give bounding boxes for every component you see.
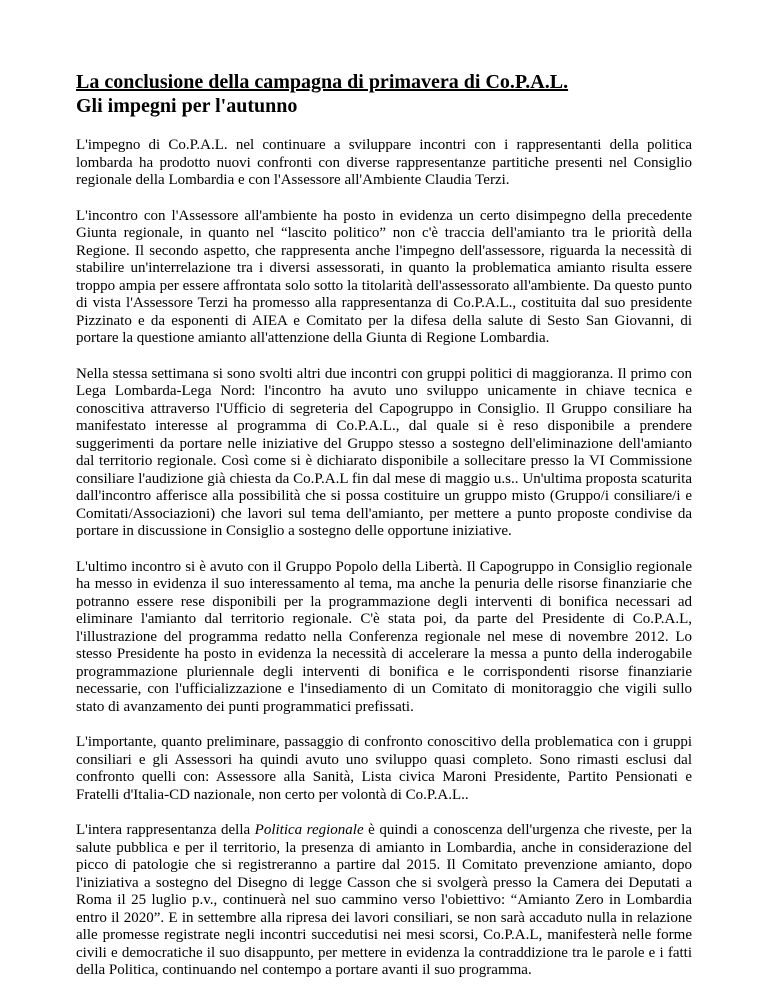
title-line-main: La conclusione della campagna di primavera di Co.P.A.L. [76,71,569,93]
conclusion-italic-text: Politica regionale [254,822,364,838]
paragraph-summary: L'importante, quanto preliminare, passaggio di confronto conoscitivo della problematica con i gruppi consiliari e gli Assessori ha quindi avuto uno sviluppo quasi completo. Sono rimasti esclusi dal confronto quelli con: Assessore alla Sanità, Lista civica Maroni Presidente, Partito Pensionati e Fratelli d'Italia-CD nazionale, non certo per volontà di Co.P.A.L.. [76,734,692,803]
title-line-sub: Gli impegni per l'autunno [76,95,298,117]
paragraph-lega-meeting: Nella stessa settimana si sono svolti altri due incontri con gruppi politici di maggioranza. Il primo con Lega Lombarda-Lega Nord: l'incontro ha avuto uno sviluppo unicamente in chiave tecnica e conoscitiva attraverso l'Ufficio di segreteria del Capogruppo in Consiglio. Il Gruppo consiliare ha manifestato interesse al programma di Co.P.A.L., dal quale si è reso disponibile a prendere suggerimenti da portare nelle iniziative del Gruppo stesso a sostegno dell'eliminazione dell'amianto dal territorio regionale. Così come si è dichiarato disponibile a sollecitare presso la VI Commissione consiliare l'audizione già chiesta da Co.P.A.L fin dal mese di maggio u.s.. Un'ultima proposta scaturita dall'incontro afferisce alla possibilità che si possa costituire un gruppo misto (Gruppo/i consiliare/i e Comitati/Associazioni) che lavori sul tema dell'amianto, per mettere a punto proposte condivise da portare in discussione in Consiglio a sostegno delle opportune iniziative. [76,365,692,539]
paragraph-assessore-meeting: L'incontro con l'Assessore all'ambiente ha posto in evidenza un certo disimpegno della precedente Giunta regionale, in quanto nel “lascito politico” non c'è traccia dell'amianto tra le priorità della Regione. Il secondo aspetto, che rappresenta anche l'impegno dell'assessore, riguarda la necessità di stabilire un'interrelazione tra i diversi assessorati, in quanto la problematica amianto risulta essere troppo ampia per essere affrontata solo sotto la titolarità dell'assessorato all'ambiente. Da questo punto di vista l'Assessore Terzi ha promesso alla rappresentanza di Co.P.A.L., costituita dal suo presidente Pizzinato e da esponenti di AIEA e Comitato per la difesa della salute di Sesto San Giovanni, di portare la questione amianto all'attenzione della Giunta di Regione Lombardia. [76,207,692,346]
conclusion-text-start: L'intera rappresentanza della [76,822,255,838]
document-page [76,70,692,980]
paragraph-intro: L'impegno di Co.P.A.L. nel continuare a sviluppare incontri con i rappresentanti della politica lombarda ha prodotto nuovi confronti con diverse rappresentanze partitiche presenti nel Consiglio regionale della Lombardia e con l'Assessore all'Ambiente Claudia Terzi. [76,137,692,188]
conclusion-text-end: è quindi a conoscenza dell'urgenza che riveste, per la salute pubblica e per il territorio, la presenza di amianto in Lombardia, anche in considerazione del picco di patologie che si registreranno a partire dal 2015. Il Comitato prevenzione amianto, dopo l'iniziativa a sostegno del Disegno di legge Casson che si svolgerà presso la Camera dei Deputati a Roma il 25 luglio p.v., continuerà nel suo cammino verso l'obiettivo: “Amianto Zero in Lombardia entro il 2020”. E in settembre alla ripresa dei lavori consiliari, se non sarà accaduto nulla in relazione alle promesse registrate negli incontri succedutisi nei mesi scorsi, Co.P.A.L, manifesterà nelle forme civili e democratiche il suo disappunto, per mettere in evidenza la contraddizione tra le parole e i fatti della Politica, continuando nel contempo a portare avanti il suo programma. [76,822,693,978]
paragraph-pdl-meeting: L'ultimo incontro si è avuto con il Gruppo Popolo della Libertà. Il Capogruppo in Consiglio regionale ha messo in evidenza il suo interessamento al tema, ma anche la penuria delle risorse finanziarie che potranno essere rese disponibili per la programmazione degli interventi di bonifica necessari ad eliminare l'amianto dal territorio regionale. C'è stata poi, da parte del Presidente di Co.P.A.L, l'illustrazione del programma redatto nella Conferenza regionale nel mese di novembre 2012. Lo stesso Presidente ha posto in evidenza la necessità di accelerare la messa a punto della inderogabile programmazione pluriennale degli interventi di bonifica e le corrispondenti risorse finanziarie necessarie, con l'ufficializzazione e l'insediamento di un Comitato di monitoraggio che vigili sullo stato di avanzamento dei punti programmatici prefissati. [76,558,692,715]
document-title [76,70,692,118]
paragraph-conclusion [76,822,692,980]
